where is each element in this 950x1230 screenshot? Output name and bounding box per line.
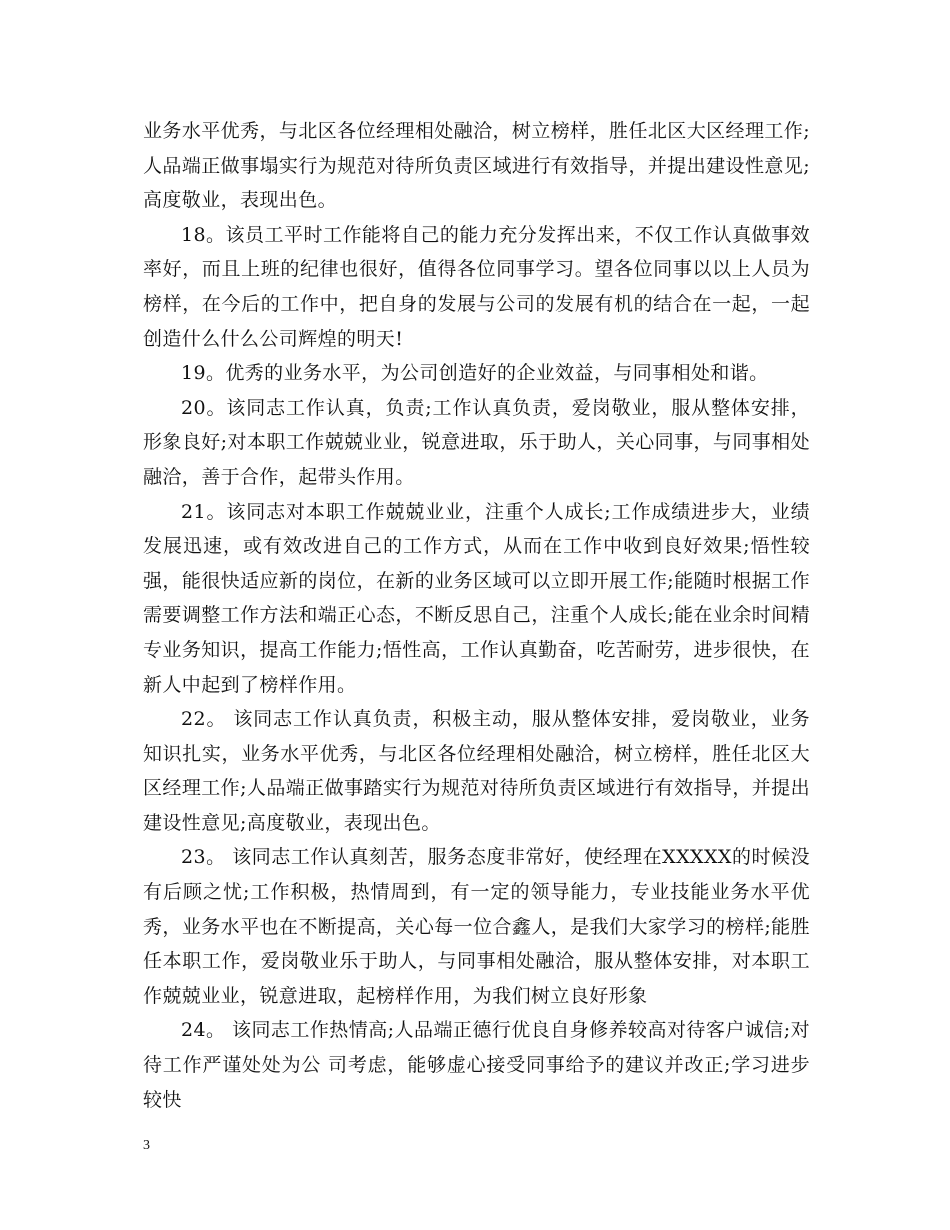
paragraph-item-23: 23。 该同志工作认真刻苦，服务态度非常好，使经理在XXXXX的时候没有后顾之忧;工作积极，热情周到，有一定的领导能力，专业技能业务水平优秀，业务水平也在不断提高，关心每一位合鑫人，是我们大家学习的榜样;能胜任本职工作，爱岗敬业乐于助人，与同事相处融洽，服从整体安排，对本职工作兢兢业业，锐意进取，起榜样作用，为我们树立良好形象 [143,846,810,1007]
paragraph-item-19: 19。优秀的业务水平，为公司创造好的企业效益，与同事相处和谐。 [181,362,769,385]
paragraph-item-22: 22。 该同志工作认真负责，积极主动，服从整体安排，爱岗敬业，业务知识扎实，业务水平优秀，与北区各位经理相处融洽，树立榜样，胜任北区大区经理工作;人品端正做事踏实行为规范对待所负责区域进行有效指导，并提出建设性意见;高度敬业，表现出色。 [143,708,810,834]
paragraph-item-24: 24。 该同志工作热情高;人品端正德行优良自身修养较高对待客户诚信;对待工作严谨处处为公 司考虑，能够虚心接受同事给予的建议并改正;学习进步较快 [143,1019,810,1111]
paragraph-continuation: 业务水平优秀，与北区各位经理相处融洽，树立榜样，胜任北区大区经理工作;人品端正做事塌实行为规范对待所负责区域进行有效指导，并提出建设性意见;高度敬业，表现出色。 [143,120,810,212]
document-body [143,114,810,1117]
page-number: 3 [143,1138,150,1153]
paragraph-item-21: 21。该同志对本职工作兢兢业业，注重个人成长;工作成绩进步大，业绩发展迅速，或有效改进自己的工作方式，从而在工作中收到良好效果;悟性较强，能很快适应新的岗位，在新的业务区域可以立即开展工作;能随时根据工作需要调整工作方法和端正心态，不断反思自己，注重个人成长;能在业余时间精专业务知识，提高工作能力;悟性高，工作认真勤奋，吃苦耐劳，进步很快，在新人中起到了榜样作用。 [143,500,810,696]
paragraph-item-20: 20。该同志工作认真，负责;工作认真负责，爱岗敬业，服从整体安排，形象良好;对本职工作兢兢业业，锐意进取，乐于助人，关心同事，与同事相处融洽，善于合作，起带头作用。 [143,396,810,488]
paragraph-item-18: 18。该员工平时工作能将自己的能力充分发挥出来，不仅工作认真做事效率好，而且上班的纪律也很好，值得各位同事学习。望各位同事以以上人员为榜样，在今后的工作中，把自身的发展与公司的发展有机的结合在一起，一起创造什么什么公司辉煌的明天! [143,223,810,350]
